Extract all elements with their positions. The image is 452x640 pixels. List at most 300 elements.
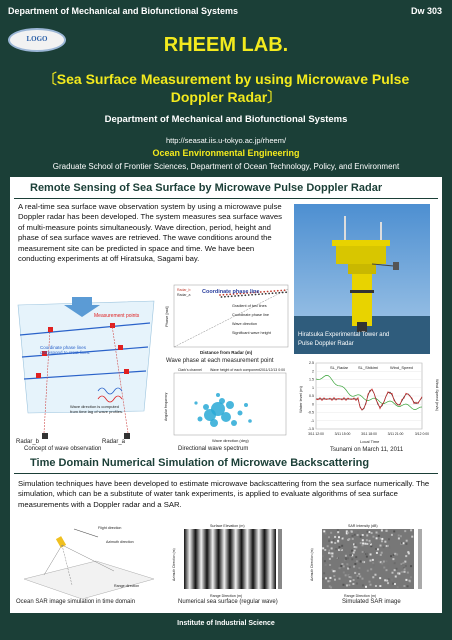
sar-speckle	[341, 563, 343, 565]
sar-speckle	[401, 542, 403, 544]
phase-point-a	[231, 295, 233, 297]
sar-speckle	[355, 556, 357, 558]
sar-speckle	[351, 531, 353, 533]
measurement-points-label: Measurement points	[94, 313, 140, 319]
sar-speckle	[361, 578, 363, 580]
sar-speckle	[372, 562, 374, 564]
sea-stripe	[253, 529, 265, 589]
sar-speckle	[381, 540, 383, 542]
tsunami-ytick: -0.5	[307, 410, 314, 415]
spectrum-bubble	[231, 420, 237, 426]
phase-point-b	[263, 291, 265, 293]
phase-point-a	[261, 293, 263, 295]
sar-speckle	[367, 531, 369, 533]
tsunami-xtick: 3/11 12:00	[308, 432, 324, 436]
sar-speckle	[349, 580, 351, 582]
sar-speckle	[353, 566, 355, 568]
phase-point-a	[227, 296, 229, 298]
sar-speckle	[327, 549, 329, 551]
sar-speckle	[354, 546, 356, 548]
sar-speckle	[383, 546, 385, 548]
sar-speckle	[353, 552, 355, 554]
sim-title: SAR Intensity (dB)	[348, 524, 378, 528]
photo-caption-line-1: Hiratsuka Experimental Tower and	[298, 332, 390, 338]
sar-speckle	[362, 542, 364, 544]
sar-speckle	[353, 579, 355, 581]
tsunami-ylabel-right: Wind Speed (m/s)	[435, 379, 440, 412]
phase-point-a	[238, 295, 240, 297]
sar-speckle	[403, 585, 405, 587]
sar-speckle	[362, 534, 364, 536]
phase-point-b	[277, 290, 279, 292]
sar-speckle	[379, 577, 381, 579]
sar-speckle	[352, 535, 354, 537]
sar-speckle	[386, 569, 388, 571]
sar-speckle	[333, 548, 335, 550]
spectrum-bubble	[238, 411, 243, 416]
sar-caption: Ocean SAR image simulation in time domain	[16, 599, 136, 605]
sim-caption: Simulated SAR image	[342, 599, 401, 605]
sea-stripe	[242, 529, 254, 589]
sar-speckle	[354, 572, 356, 574]
sar-speckle	[376, 532, 378, 534]
sar-speckle	[368, 531, 370, 533]
sea-stripe	[219, 529, 231, 589]
section1-heading: Remote Sensing of Sea Surface by Microwave Pulse Doppler Radar	[30, 182, 383, 194]
sar-speckle	[405, 565, 407, 567]
sar-speckle	[377, 548, 379, 550]
phase-note-4: Significant wave height	[232, 331, 271, 335]
sar-speckle	[362, 544, 364, 546]
sar-speckle	[385, 560, 387, 562]
sar-speckle	[408, 580, 410, 582]
sar-speckle	[383, 567, 385, 569]
section2-rule	[14, 473, 438, 474]
sar-speckle	[395, 568, 397, 570]
sar-speckle	[345, 555, 347, 557]
sar-speckle	[362, 558, 364, 560]
spectrum-bubble	[219, 398, 225, 404]
sar-speckle	[402, 542, 404, 544]
spectrum-xlabel: Wave direction (deg)	[212, 438, 249, 443]
phase-point-a	[265, 293, 267, 295]
sar-speckle	[395, 576, 397, 578]
sea-caption: Numerical sea surface (regular wave)	[178, 599, 278, 605]
sar-speckle	[405, 555, 407, 557]
sar-speckle	[394, 562, 396, 564]
sar-speckle	[368, 581, 370, 583]
sar-speckle	[404, 568, 406, 570]
sar-speckle	[356, 560, 358, 562]
sar-speckle	[387, 545, 389, 547]
sar-speckle	[349, 576, 351, 578]
sar-speckle	[372, 536, 374, 538]
sar-speckle	[331, 555, 333, 557]
phase-legend-b: Radar_b	[177, 288, 191, 292]
sar-speckle	[378, 537, 380, 539]
sar-speckle	[394, 553, 396, 555]
sar-speckle	[365, 586, 367, 588]
sar-speckle	[331, 541, 333, 543]
sar-speckle	[347, 557, 349, 559]
spectrum-bubble	[221, 412, 231, 422]
sar-speckle	[324, 560, 326, 562]
sar-speckle	[360, 536, 362, 538]
section2-heading: Time Domain Numerical Simulation of Microwave Backscattering	[30, 457, 370, 469]
sar-speckle	[328, 552, 330, 554]
sar-speckle	[370, 545, 372, 547]
sar-speckle	[387, 566, 389, 568]
sar-speckle	[356, 583, 358, 585]
sar-speckle	[354, 563, 356, 565]
sar-speckle	[380, 545, 382, 547]
lab-title: RHEEM LAB.	[163, 34, 289, 56]
content-panel	[10, 177, 442, 613]
phase-point-a	[234, 295, 236, 297]
spectrum-bubble	[210, 419, 218, 427]
phase-caption: Wave phase at each measurement point	[166, 358, 274, 364]
sar-speckle	[331, 547, 333, 549]
sar-speckle	[385, 530, 387, 532]
sar-speckle	[343, 565, 345, 567]
sar-speckle	[406, 540, 408, 542]
sar-speckle	[401, 563, 403, 565]
sar-speckle	[337, 540, 339, 542]
sar-speckle	[407, 585, 409, 587]
phase-point-b	[274, 290, 276, 292]
graduate-school: Graduate School of Frontier Sciences, Department of Ocean Technology, Policy, and Environment	[52, 162, 400, 171]
sar-speckle	[351, 550, 353, 552]
sar-speckle	[410, 565, 412, 567]
sar-speckle	[342, 584, 344, 586]
sar-speckle	[328, 538, 330, 540]
sar-speckle	[381, 562, 383, 564]
sar-speckle	[410, 576, 412, 578]
sar-speckle	[331, 552, 333, 554]
tower-photo	[294, 204, 430, 354]
spectrum-bubble	[194, 401, 197, 404]
sar-speckle	[377, 533, 379, 535]
sar-speckle	[344, 551, 346, 553]
sar-flight-label: Flight direction	[98, 526, 122, 530]
spectrum-bubble	[248, 419, 252, 423]
sar-speckle	[327, 545, 329, 547]
phase-point-a	[285, 291, 287, 293]
sar-speckle	[398, 537, 400, 539]
sar-speckle	[374, 574, 376, 576]
sar-speckle	[391, 572, 393, 574]
simulated-sar-image	[308, 521, 438, 599]
phase-point-a	[282, 292, 284, 294]
spectrum-bubble	[203, 404, 209, 410]
phase-chart	[160, 281, 292, 357]
sar-speckle	[360, 560, 362, 562]
sar-speckle	[354, 534, 356, 536]
sar-speckle	[366, 539, 368, 541]
sar-speckle	[392, 583, 394, 585]
sar-speckle	[322, 547, 324, 549]
sar-speckle	[378, 561, 380, 563]
sea-stripe	[207, 529, 219, 589]
lab-url[interactable]: http://seasat.iis.u-tokyo.ac.jp/rheem/	[165, 136, 287, 145]
sar-speckle	[366, 553, 368, 555]
spectrum-chart	[160, 365, 292, 445]
sar-speckle	[343, 571, 345, 573]
sar-speckle	[357, 531, 359, 533]
sar-speckle	[354, 544, 356, 546]
sar-speckle	[384, 541, 386, 543]
sar-speckle	[391, 579, 393, 581]
sar-speckle	[335, 557, 337, 559]
sar-speckle	[350, 583, 352, 585]
sar-speckle	[329, 564, 331, 566]
sar-speckle	[337, 531, 339, 533]
sar-speckle	[324, 533, 326, 535]
sar-speckle	[338, 578, 340, 580]
sar-speckle	[397, 572, 399, 574]
logo-text: LOGO	[26, 35, 48, 43]
tsunami-ytick: 1.5	[309, 377, 314, 382]
tsunami-legend-2: Wind_Speed	[390, 365, 413, 370]
spectrum-bubble	[198, 417, 203, 422]
sar-speckle	[375, 585, 377, 587]
phase-point-b	[270, 290, 272, 292]
phase-point-b	[284, 289, 286, 291]
phase-point-b	[260, 291, 262, 293]
sar-speckle	[370, 584, 372, 586]
sar-speckle	[346, 563, 348, 565]
phase-chart-heading: Coordinate phase line	[202, 289, 260, 295]
tsunami-ytick: 2	[312, 369, 314, 374]
sar-speckle	[334, 536, 336, 538]
sar-speckle	[405, 543, 407, 545]
poster-subtitle	[14, 70, 438, 106]
sar-speckle	[381, 529, 383, 531]
sar-speckle	[348, 584, 350, 586]
sar-speckle	[371, 532, 373, 534]
tsunami-legend-0: SL_Radar	[330, 365, 349, 370]
sea-xlabel: Range Direction (m)	[210, 594, 243, 598]
sar-speckle	[389, 547, 391, 549]
coordinate-lines-label: Coordinate phase lines correspond to crest lines.	[40, 345, 91, 355]
sar-speckle	[328, 536, 330, 538]
sar-speckle	[324, 549, 326, 551]
sar-speckle	[372, 576, 374, 578]
sar-speckle	[400, 535, 402, 537]
phase-point-b	[267, 291, 269, 293]
footer-institute: Institute of Industrial Science	[177, 620, 275, 627]
phase-note-1: Gradient of two lines	[232, 304, 267, 308]
phase-point-a	[272, 292, 274, 294]
tsunami-xtick: 3/12 0:00	[414, 432, 430, 436]
sar-speckle	[322, 555, 324, 557]
sar-speckle	[411, 536, 413, 538]
sar-speckle	[352, 538, 354, 540]
sar-speckle	[358, 567, 360, 569]
tsunami-xtick: 3/11 18:00	[361, 432, 377, 436]
sar-speckle	[335, 548, 337, 550]
sar-speckle	[345, 574, 347, 576]
section1-rule	[14, 198, 438, 199]
sar-speckle	[366, 534, 368, 536]
sar-speckle	[348, 538, 350, 540]
wave-direction-label: Wave direction is computed from time lag of wave profiles.	[70, 405, 124, 414]
phase-legend-a: Radar_a	[177, 293, 191, 297]
program-name: Ocean Environmental Engineering	[152, 148, 300, 158]
sar-speckle	[347, 532, 349, 534]
sar-range-label: Range direction	[114, 584, 140, 588]
sea-stripe	[230, 529, 242, 589]
sar-speckle	[355, 546, 357, 548]
sar-azimuth-label: Azimuth direction	[106, 540, 134, 544]
spectrum-ylabel: Angular frequency	[164, 392, 168, 421]
sar-speckle	[327, 580, 329, 582]
sar-speckle	[340, 565, 342, 567]
tsunami-ytick: -1.5	[307, 427, 314, 432]
sar-speckle	[351, 558, 353, 560]
sar-speckle	[358, 559, 360, 561]
sar-speckle	[383, 561, 385, 563]
sar-speckle	[362, 539, 364, 541]
spectrum-bubble	[226, 401, 234, 409]
sar-speckle	[393, 530, 395, 532]
phase-xlabel: Distance from Radar (m)	[200, 350, 253, 355]
sar-speckle	[333, 575, 335, 577]
sar-speckle	[329, 558, 331, 560]
sar-speckle	[362, 561, 364, 563]
spectrum-bubble	[244, 403, 248, 407]
tsunami-ytick: 2.5	[309, 361, 314, 366]
phase-point-a	[278, 292, 280, 294]
radar-b-label: Radar_b	[16, 439, 40, 445]
spectrum-bubble	[216, 393, 220, 397]
sar-speckle	[367, 570, 369, 572]
tsunami-chart	[296, 359, 440, 445]
tsunami-ylabel-left: Water level (m)	[298, 386, 303, 413]
section1-body: A real-time sea surface wave observation system by using a microwave pulse Doppler radar has been developed. The system measures sea surface waves of multi-measure points simultaneously. Wave direction, period, height and phase of sea surface waves are retrieved. The wave conditions around the measurement site can be predicted in space and time. We have been conducting experiments at off Hiratsuka, Sagami bay.	[18, 202, 282, 264]
sar-speckle	[373, 564, 375, 566]
spectrum-caption: Directional wave spectrum	[178, 446, 249, 452]
phase-ylabel: Phase [rad]	[164, 306, 169, 327]
sar-speckle	[323, 530, 325, 532]
sar-speckle	[357, 577, 359, 579]
sar-speckle	[338, 536, 340, 538]
sar-speckle	[323, 572, 325, 574]
sar-speckle	[398, 534, 400, 536]
subtitle-line-1: 〔Sea Surface Measurement by using Microwave Pulse	[42, 71, 410, 87]
tsunami-caption: Tsunami on March 11, 2011	[330, 447, 404, 453]
sea-title: Surface Elevation (m)	[210, 524, 245, 528]
poster-code: Dw 303	[410, 6, 442, 16]
sar-speckle	[381, 552, 383, 554]
tsunami-ytick: 0	[312, 402, 314, 407]
sar-speckle	[396, 553, 398, 555]
sar-speckle	[341, 545, 343, 547]
tsunami-xtick: 3/11 21:00	[387, 432, 404, 436]
sar-speckle	[337, 529, 339, 531]
sar-speckle	[369, 540, 371, 542]
sar-speckle	[357, 534, 359, 536]
sar-speckle	[404, 561, 406, 563]
sar-speckle	[350, 554, 352, 556]
section2-body: Simulation techniques have been developed to estimate microwave backscattering from the sea surface numerically. The simulation, which can be a substitute of water tank experiments, is applied to evaluate algorithms of sea surface measurements with a Doppler radar and a SAR.	[18, 479, 430, 509]
sar-speckle	[390, 555, 392, 557]
subtitle-line-2: Doppler Radar〕	[170, 89, 282, 105]
sar-speckle	[379, 585, 381, 587]
phase-note-3: Wave direction	[232, 322, 257, 326]
sar-speckle	[370, 568, 372, 570]
sea-stripe	[265, 529, 277, 589]
sea-stripe	[196, 529, 208, 589]
sar-speckle	[352, 583, 354, 585]
sar-speckle	[330, 532, 332, 534]
sar-speckle	[364, 543, 366, 545]
spectrum-title-left: Clark's channel	[178, 368, 202, 372]
sim-xlabel: Range Direction (m)	[344, 594, 377, 598]
phase-point-a	[275, 292, 277, 294]
sar-speckle	[376, 552, 378, 554]
sar-speckle	[401, 571, 403, 573]
tsunami-ytick: -1	[310, 418, 314, 423]
sim-ylabel: Azimuth Direction (m)	[310, 548, 314, 581]
tsunami-xtick: 3/11 15:00	[334, 432, 351, 436]
sar-speckle	[370, 553, 372, 555]
sar-speckle	[384, 579, 386, 581]
photo-caption-line-2: Pulse Doppler Radar	[298, 341, 354, 347]
sar-speckle	[369, 560, 371, 562]
sar-speckle	[359, 575, 361, 577]
sar-speckle	[387, 582, 389, 584]
sar-speckle	[410, 529, 412, 531]
tsunami-legend-1: SL_Shikimi	[358, 365, 379, 370]
sar-speckle	[376, 537, 378, 539]
radar-a-label: Radar_a	[102, 439, 126, 445]
sar-speckle	[380, 554, 382, 556]
sar-speckle	[325, 577, 327, 579]
sea-surface-image	[170, 521, 306, 599]
phase-point-a	[221, 296, 223, 298]
sar-speckle	[378, 535, 380, 537]
sar-speckle	[340, 548, 342, 550]
sar-speckle	[377, 554, 379, 556]
sar-speckle	[342, 537, 344, 539]
sar-speckle	[405, 579, 407, 581]
sar-speckle	[388, 538, 390, 540]
sar-speckle	[392, 558, 394, 560]
department-name: Department of Mechanical and Biofunctional Systems	[104, 114, 348, 125]
sar-speckle	[402, 562, 404, 564]
sar-geometry-diagram	[14, 521, 164, 599]
spectrum-title-right: Wave height of each component	[210, 368, 261, 372]
sar-speckle	[349, 551, 351, 553]
sea-ylabel: Azimuth Direction (m)	[172, 548, 176, 581]
spectrum-date: 2011/12/13 0:00	[260, 368, 286, 372]
phase-point-a	[268, 293, 270, 295]
top-department: Department of Mechanical and Biofunctional Systems	[8, 6, 239, 16]
phase-note-2: Coordinate phase line	[232, 313, 269, 317]
sar-speckle	[394, 583, 396, 585]
sar-speckle	[325, 564, 327, 566]
sar-speckle	[369, 542, 371, 544]
sar-speckle	[329, 585, 331, 587]
sar-speckle	[329, 577, 331, 579]
sar-speckle	[346, 584, 348, 586]
sar-speckle	[394, 569, 396, 571]
sar-speckle	[358, 573, 360, 575]
tsunami-ytick: 0.5	[309, 394, 314, 399]
sar-speckle	[375, 548, 377, 550]
sar-speckle	[333, 539, 335, 541]
